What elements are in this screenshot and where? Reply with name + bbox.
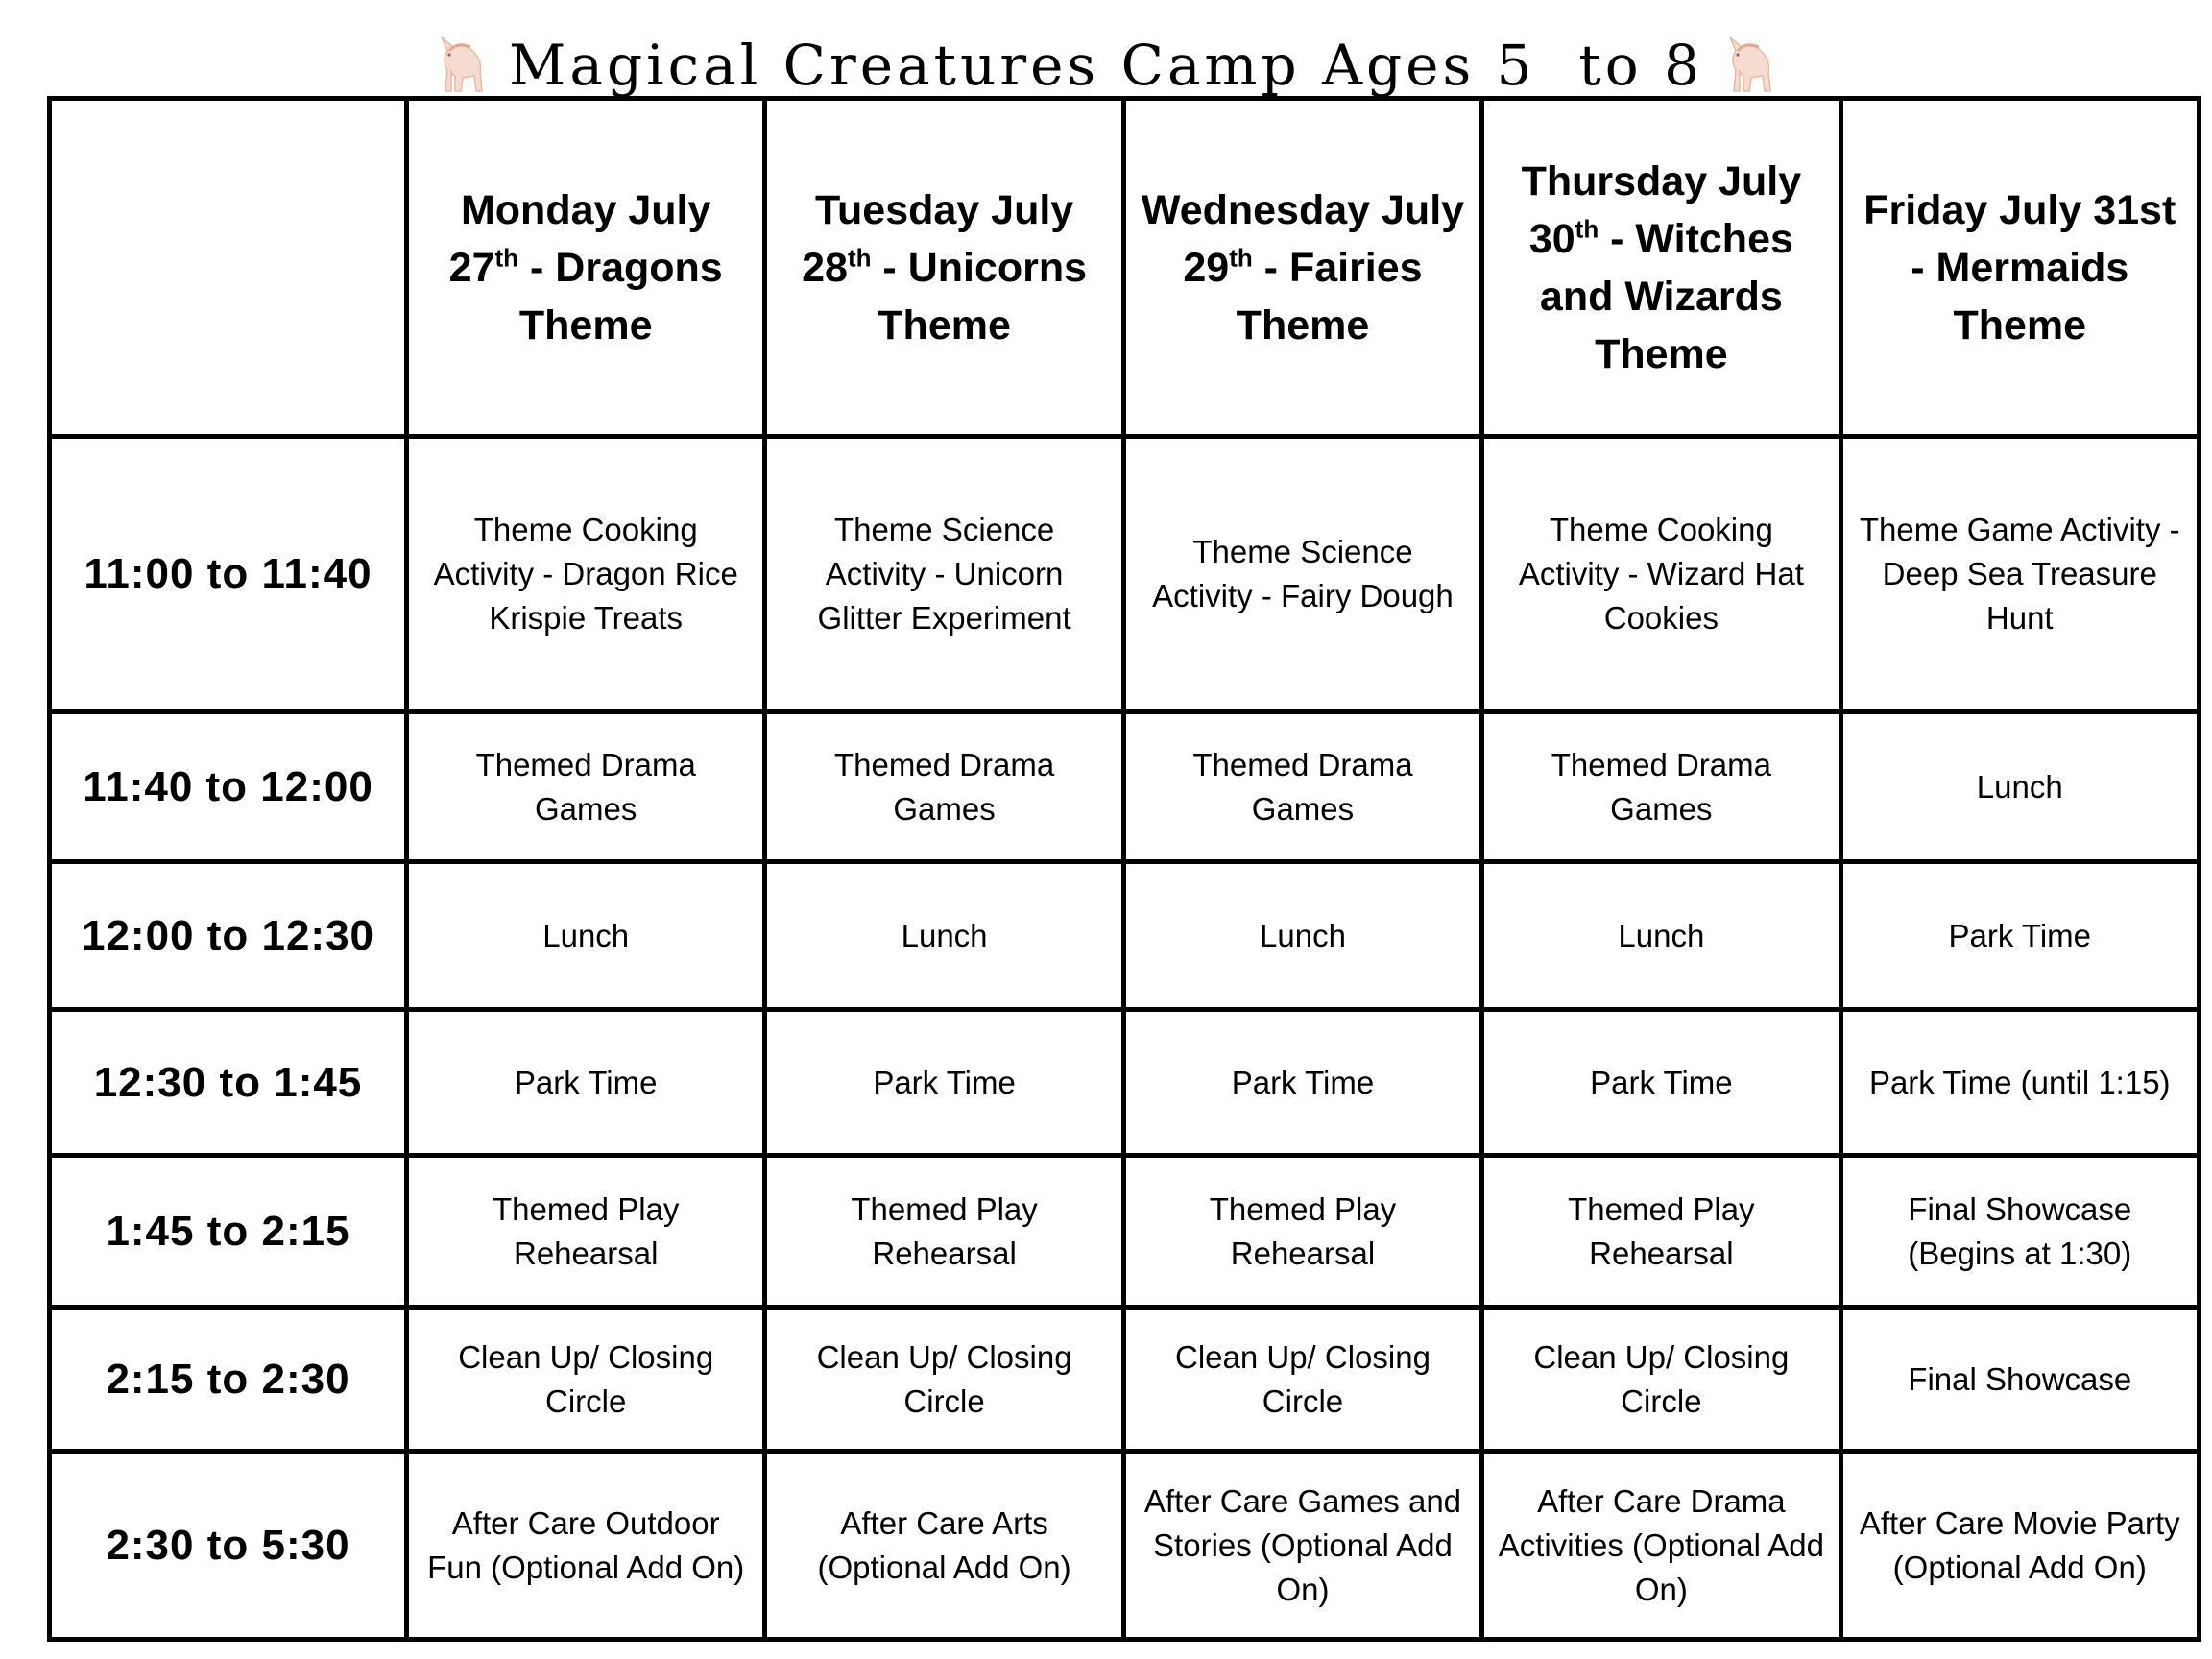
activity-cell: Final Showcase (Begins at 1:30) xyxy=(1840,1156,2199,1308)
time-slot: 2:30 to 5:30 xyxy=(50,1452,407,1640)
activity-cell: After Care Drama Activities (Optional Add On) xyxy=(1482,1452,1840,1640)
table-row xyxy=(50,1010,2200,1156)
activity-cell: Themed Play Rehearsal xyxy=(1482,1156,1840,1308)
activity-cell: Themed Drama Games xyxy=(1482,712,1840,862)
day-header-monday: Monday July 27th - Dragons Theme xyxy=(407,99,765,437)
activity-cell: Park Time xyxy=(1482,1010,1840,1156)
activity-cell: Clean Up/ Closing Circle xyxy=(765,1308,1123,1452)
time-slot: 11:00 to 11:40 xyxy=(50,437,407,712)
table-row xyxy=(50,437,2200,712)
activity-cell: Park Time (until 1:15) xyxy=(1840,1010,2199,1156)
activity-cell: Themed Play Rehearsal xyxy=(1123,1156,1481,1308)
activity-cell: Themed Play Rehearsal xyxy=(765,1156,1123,1308)
activity-cell: Lunch xyxy=(1840,712,2199,862)
activity-cell: After Care Games and Stories (Optional Add On) xyxy=(1123,1452,1481,1640)
activity-cell: Lunch xyxy=(765,862,1123,1010)
activity-cell: Lunch xyxy=(407,862,765,1010)
activity-cell: Themed Drama Games xyxy=(407,712,765,862)
header-row xyxy=(50,99,2200,437)
page-title xyxy=(0,27,2212,104)
table-row xyxy=(50,1308,2200,1452)
day-header-tuesday: Tuesday July 28th - Unicorns Theme xyxy=(765,99,1123,437)
title-text: Magical Creatures Camp Ages 5 to 8 xyxy=(508,33,1703,98)
activity-cell: Clean Up/ Closing Circle xyxy=(407,1308,765,1452)
activity-cell: Park Time xyxy=(407,1010,765,1156)
activity-cell: Clean Up/ Closing Circle xyxy=(1123,1308,1481,1452)
activity-cell: Park Time xyxy=(1123,1010,1481,1156)
activity-cell: Lunch xyxy=(1482,862,1840,1010)
activity-cell: After Care Arts (Optional Add On) xyxy=(765,1452,1123,1640)
activity-cell: Theme Science Activity - Unicorn Glitter Experiment xyxy=(765,437,1123,712)
activity-cell: Theme Cooking Activity - Dragon Rice Krispie Treats xyxy=(407,437,765,712)
time-slot: 2:15 to 2:30 xyxy=(50,1308,407,1452)
activity-cell: Theme Cooking Activity - Wizard Hat Cookies xyxy=(1482,437,1840,712)
corner-cell xyxy=(50,99,407,437)
time-slot: 12:00 to 12:30 xyxy=(50,862,407,1010)
activity-cell: Clean Up/ Closing Circle xyxy=(1482,1308,1840,1452)
day-header-thursday: Thursday July 30th - Witches and Wizards Theme xyxy=(1482,99,1840,437)
unicorn-icon xyxy=(1717,32,1784,99)
time-slot: 12:30 to 1:45 xyxy=(50,1010,407,1156)
activity-cell: Theme Science Activity - Fairy Dough xyxy=(1123,437,1481,712)
table-row xyxy=(50,1156,2200,1308)
activity-cell: Park Time xyxy=(765,1010,1123,1156)
activity-cell: Theme Game Activity -Deep Sea Treasure Hunt xyxy=(1840,437,2199,712)
activity-cell: Park Time xyxy=(1840,862,2199,1010)
time-slot: 1:45 to 2:15 xyxy=(50,1156,407,1308)
table-row xyxy=(50,862,2200,1010)
table-row xyxy=(50,1452,2200,1640)
activity-cell: Themed Drama Games xyxy=(765,712,1123,862)
activity-cell: Lunch xyxy=(1123,862,1481,1010)
activity-cell: Themed Drama Games xyxy=(1123,712,1481,862)
activity-cell: After Care Movie Party (Optional Add On) xyxy=(1840,1452,2199,1640)
activity-cell: After Care Outdoor Fun (Optional Add On) xyxy=(407,1452,765,1640)
activity-cell: Themed Play Rehearsal xyxy=(407,1156,765,1308)
day-header-friday: Friday July 31st - Mermaids Theme xyxy=(1840,99,2199,437)
activity-cell: Final Showcase xyxy=(1840,1308,2199,1452)
table-row xyxy=(50,712,2200,862)
time-slot: 11:40 to 12:00 xyxy=(50,712,407,862)
day-header-wednesday: Wednesday July 29th - Fairies Theme xyxy=(1123,99,1481,437)
schedule-table xyxy=(47,96,2201,1642)
unicorn-icon xyxy=(428,32,495,99)
